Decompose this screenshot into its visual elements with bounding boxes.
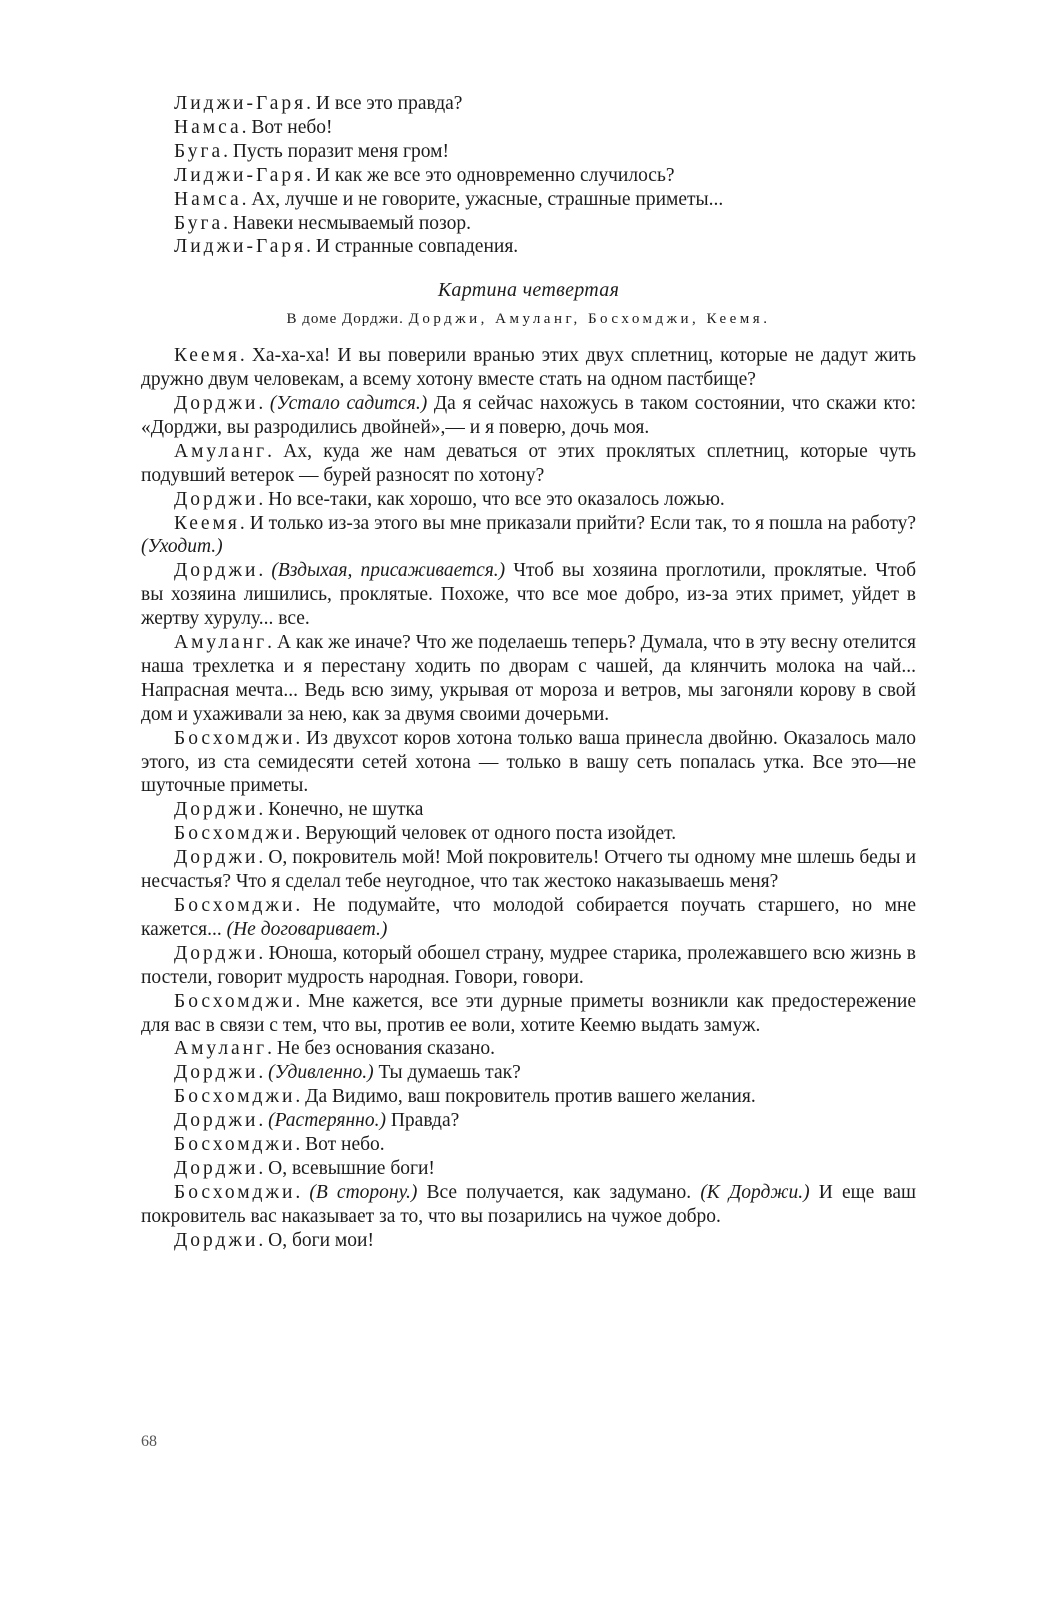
play-text [141, 92, 916, 1253]
line-text: Не без основания сказано. [276, 1038, 495, 1060]
dialogue-paragraph: Дорджи. О, всевышние боги! [174, 1157, 435, 1179]
stage-direction: (Удивленно.) [268, 1062, 374, 1084]
line-text: Ах, куда же нам деваться от этих проклятых сплетниц, которые чуть подувший ветерок — бурей разносят по хотону? [141, 440, 916, 486]
stage-direction: (К Дорджи.) [700, 1181, 810, 1203]
line-text: Вот небо. [305, 1134, 385, 1156]
line-text: И странные совпадения. [315, 236, 519, 258]
speaker-name: Дорджи [174, 847, 259, 869]
dialogue-paragraph: Дорджи. О, боги мои! [174, 1229, 374, 1251]
dialogue-paragraph: Кеемя. Ха-ха-ха! И вы поверили вранью этих двух сплетниц, которые не дадут жить дружно двум человекам, а всему хотону вместе стать на одном пастбище? [141, 345, 917, 391]
line-text: И все это правда? [315, 93, 463, 114]
speaker-name: Буга [174, 212, 224, 234]
line-text: Юноша, который обошел страну, мудрее старика, пролежавшего всю жизнь в постели, говорит мудрость народная. Говори, говори. [141, 942, 917, 988]
line-text: Но все-таки, как хорошо, что все это оказалось ложью. [268, 488, 725, 510]
speaker-name: Босхомджи [174, 990, 296, 1012]
line-text: Правда? [390, 1110, 460, 1132]
speaker-name: Дорджи [174, 942, 259, 964]
stage-direction: (В сторону.) [309, 1181, 418, 1203]
dialogue-paragraph: Кеемя. И только из-за этого вы мне приказали прийти? Если так, то я пошла на работу? (Уходит.) [141, 512, 917, 558]
speaker-name: Босхомджи [174, 1134, 296, 1156]
setting-place: В доме Дорджи. [286, 311, 404, 328]
dialogue-paragraph: Босхомджи. Из двухсот коров хотона только ваша принесла двойню. Оказалось мало этого, из ста семидесяти сетей хотона — только в вашу сеть попалась утка. Все это—не шуточные приметы. [141, 727, 916, 797]
speaker-name: Босхомджи [174, 823, 296, 845]
speaker-name: Кеемя [174, 512, 240, 534]
dialogue-paragraph: Дорджи. (Вздыхая, присаживается.) Чтоб вы хозяина проглотили, проклятые. Чтоб вы хозяина лишились, проклятые. Похоже, что все мое добро, из-за этих примет, уйдет в жертву хурулу... все. [141, 560, 917, 630]
speaker-name: Босхомджи [174, 895, 296, 916]
speaker-name: Дорджи [174, 488, 259, 510]
dialogue-line: Намса. Вот небо! [174, 116, 333, 138]
line-text: Конечно, не шутка [268, 799, 424, 821]
speaker-name: Амуланг [174, 440, 268, 462]
dialogue-paragraph: Босхомджи. Вот небо. [174, 1134, 385, 1156]
scene-setting [141, 308, 916, 332]
speaker-name: Амуланг [174, 632, 268, 654]
dialogue-paragraph: Амуланг. Не без основания сказано. [174, 1038, 495, 1060]
dialogue-line: Лиджи-Гаря. И все это правда? [174, 93, 463, 114]
dialogue-paragraph: Дорджи. (Удивленно.) Ты думаешь так? [174, 1062, 521, 1084]
dialogue-paragraph: Дорджи. (Растерянно.) Правда? [174, 1110, 460, 1132]
dialogue-paragraph: Дорджи. Но все-таки, как хорошо, что все это оказалось ложью. [174, 488, 725, 510]
line-text: Ты думаешь так? [378, 1062, 521, 1084]
page-number: 68 [141, 1433, 157, 1450]
dialogue-paragraph: Дорджи. О, покровитель мой! Мой покровитель! Отчего ты одному мне шлешь беды и несчастья? Что я сделал тебе неугодное, что так жестоко наказываешь меня? [141, 847, 916, 893]
line-text: Навеки несмываемый позор. [232, 212, 471, 234]
line-text: И только из-за этого вы мне приказали прийти? Если так, то я пошла на работу? [249, 512, 917, 534]
line-text: Мне кажется, все эти дурные приметы возникли как предостережение для вас в связи с тем, что вы, против ее воли, хотите Кеемю выдать замуж. [141, 990, 917, 1036]
line-text: Вот небо! [251, 116, 333, 138]
dialogue-paragraph: Босхомджи. Не подумайте, что молодой собирается поучать старшего, но мне кажется... (Не договаривает.) [141, 895, 916, 940]
speaker-name: Лиджи-Гаря [174, 93, 307, 114]
speaker-name: Босхомджи [174, 1086, 296, 1108]
speaker-name: Буга [174, 140, 224, 162]
dialogue-line: Лиджи-Гаря. И странные совпадения. [174, 236, 519, 258]
stage-direction: (Не договаривает.) [226, 918, 388, 940]
dialogue-paragraph: Босхомджи. Мне кажется, все эти дурные приметы возникли как предостережение для вас в связи с тем, что вы, против ее воли, хотите Кеемю выдать замуж. [141, 990, 917, 1036]
speaker-name: Лиджи-Гаря [174, 236, 307, 258]
dialogue-paragraph: Босхомджи. Да Видимо, ваш покровитель против вашего желания. [174, 1086, 756, 1108]
speaker-name: Босхомджи [174, 727, 296, 749]
speaker-name: Намса [174, 188, 242, 210]
dialogue-paragraph: Амуланг. А как же иначе? Что же поделаешь теперь? Думала, что в эту весну отелится наша трехлетка и я перестану ходить по дворам с чашей, да клянчить молока на чай... Напрасная мечта... Ведь всю зиму, укрывая от мороза и ветров, мы загоняли корову в свой дом и ухаживали за нею, как за двумя своими дочерьми. [141, 632, 916, 725]
dialogue-line: Намса. Ах, лучше и не говорите, ужасные, страшные приметы... [174, 188, 724, 210]
line-text: И как же все это одновременно случилось? [315, 164, 675, 186]
speaker-name: Дорджи [174, 1062, 259, 1084]
line-text: Чтоб вы хозяина проглотили, проклятые. Чтоб вы хозяина лишились, проклятые. Похоже, что все мое добро, из-за этих примет, уйдет в жертву хурулу... все. [141, 560, 917, 630]
speaker-name: Дорджи [174, 799, 259, 821]
line-text: Из двухсот коров хотона только ваша принесла двойню. Оказалось мало этого, из ста семидесяти сетей хотона — только в вашу сеть попалась утка. Все это—не шуточные приметы. [141, 727, 916, 797]
line-text: Верующий человек от одного поста изойдет. [305, 823, 677, 845]
speaker-name: Дорджи [174, 560, 259, 582]
dialogue-paragraph: Амуланг. Ах, куда же нам деваться от этих проклятых сплетниц, которые чуть подувший ветерок — бурей разносят по хотону? [141, 440, 916, 486]
speaker-name: Дорджи [174, 1229, 259, 1251]
dialogue-paragraph: Дорджи. (Устало садится.) Да я сейчас нахожусь в таком состоянии, что скажи кто: «Дорджи, вы разродились двойней»,— и я поверю, дочь моя. [141, 392, 917, 438]
line-text: Ах, лучше и не говорите, ужасные, страшные приметы... [251, 188, 724, 210]
speaker-name: Дорджи [174, 1157, 259, 1179]
dialogue-paragraph: Босхомджи. Верующий человек от одного поста изойдет. [174, 823, 677, 845]
line-text: О, покровитель мой! Мой покровитель! Отчего ты одному мне шлешь беды и несчастья? Что я сделал тебе неугодное, что так жестоко наказываешь меня? [141, 847, 916, 893]
dialogue-line: Буга. Навеки несмываемый позор. [174, 212, 471, 234]
dialogue-paragraph: Дорджи. Конечно, не шутка [174, 799, 424, 821]
line-text: О, боги мои! [268, 1229, 374, 1251]
dialogue-paragraph: Босхомджи. (В сторону.) Все получается, как задумано. (К Дорджи.) И еще ваш покровитель вас наказывает за то, что вы позарились на чужое добро. [141, 1181, 917, 1227]
setting-characters: Дорджи, Амуланг, Босхомджи, Кеемя. [408, 311, 771, 328]
stage-direction: (Уходит.) [141, 536, 223, 558]
line-text: Пусть поразит меня гром! [232, 140, 450, 162]
stage-direction: (Устало садится.) [269, 392, 428, 414]
speaker-name: Кеемя [174, 345, 240, 367]
line-text: Все получается, как задумано. [426, 1181, 692, 1203]
scene-title: Картина четвертая [437, 279, 620, 302]
dialogue-line: Лиджи-Гаря. И как же все это одновременно случилось? [174, 164, 675, 186]
line-text: А как же иначе? Что же поделаешь теперь? Думала, что в эту весну отелится наша трехлетка и я перестану ходить по дворам с чашей, да клянчить молока на чай... Напрасная мечта... Ведь всю зиму, укрывая от мороза и ветров, мы загоняли корову в свой дом и ухаживали за нею, как за двумя своими дочерьми. [141, 632, 916, 725]
speaker-name: Дорджи [174, 1110, 259, 1132]
speaker-name: Намса [174, 116, 242, 138]
line-text: Да Видимо, ваш покровитель против вашего желания. [305, 1086, 756, 1108]
dialogue-line: Буга. Пусть поразит меня гром! [174, 140, 450, 162]
line-text: И еще ваш покровитель вас наказывает за то, что вы позарились на чужое добро. [141, 1181, 917, 1227]
speaker-name: Лиджи-Гаря [174, 164, 307, 186]
speaker-name: Амуланг [174, 1038, 268, 1060]
speaker-name: Дорджи [174, 392, 259, 414]
intro-dialogue [141, 92, 916, 259]
line-text: Не подумайте, что молодой собирается поучать старшего, но мне кажется... [141, 895, 916, 940]
line-text: О, всевышние боги! [268, 1157, 435, 1179]
dialogue-paragraph: Дорджи. Юноша, который обошел страну, мудрее старика, пролежавшего всю жизнь в постели, говорит мудрость народная. Говори, говори. [141, 942, 917, 988]
line-text: Да я сейчас нахожусь в таком состоянии, что скажи кто: «Дорджи, вы разродились двойней»,— и я поверю, дочь моя. [141, 392, 917, 438]
speaker-name: Босхомджи [174, 1181, 296, 1203]
line-text: Ха-ха-ха! И вы поверили вранью этих двух сплетниц, которые не дадут жить дружно двум человекам, а всему хотону вместе стать на одном пастбище? [141, 345, 917, 391]
stage-direction: (Растерянно.) [268, 1110, 386, 1132]
stage-direction: (Вздыхая, присаживается.) [271, 560, 506, 582]
